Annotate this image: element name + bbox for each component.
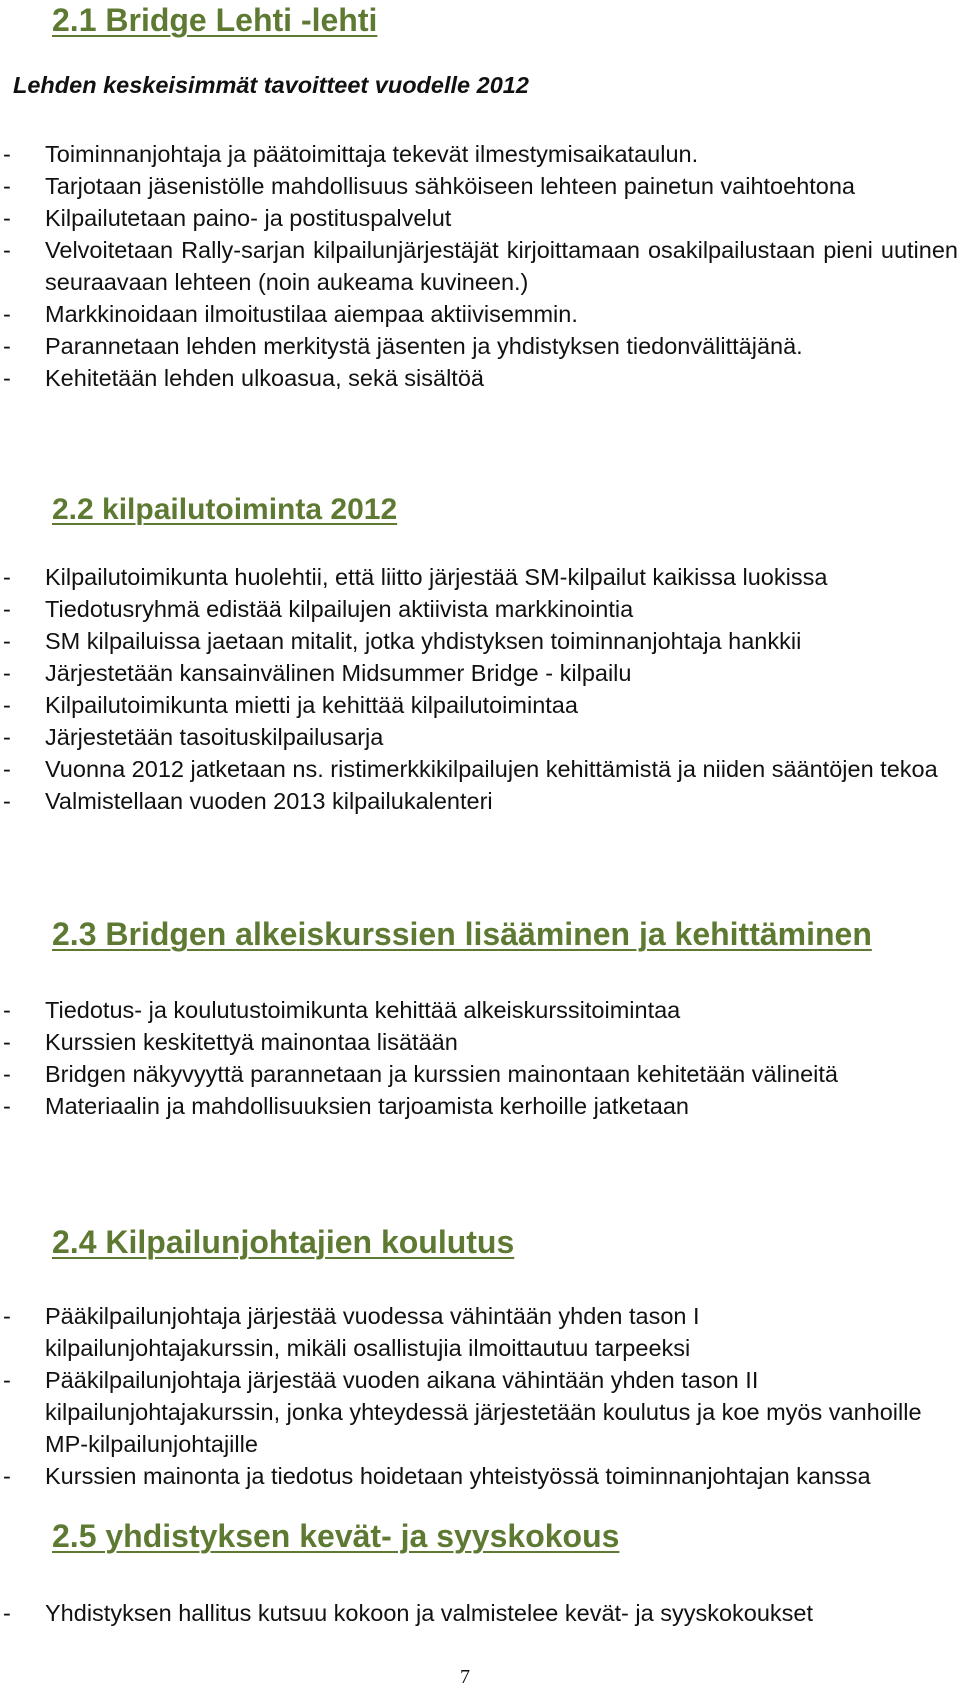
bullet-list-2-2 (0, 561, 958, 817)
bullet-list-2-4 (0, 1300, 930, 1492)
bullet-list-2-3 (0, 994, 958, 1122)
section-heading-2-1: 2.1 Bridge Lehti -lehti (52, 2, 378, 38)
list-item: - Valmistellaan vuoden 2013 kilpailukalenteri (0, 785, 958, 817)
list-item: - Kilpailutoimikunta huolehtii, että liitto järjestää SM-kilpailut kaikissa luokissa (0, 561, 958, 593)
list-item: - Kilpailutoimikunta mietti ja kehittää kilpailutoimintaa (0, 689, 958, 721)
list-item: - Velvoitetaan Rally-sarjan kilpailunjärjestäjät kirjoittamaan osakilpailustaan pieni uutinen seuraavaan lehteen (noin aukeama kuvineen.) (0, 234, 958, 298)
section-heading-2-4: 2.4 Kilpailunjohtajien koulutus (52, 1224, 515, 1260)
list-item: - Kurssien mainonta ja tiedotus hoidetaan yhteistyössä toiminnanjohtajan kanssa (0, 1460, 930, 1492)
section-heading-2-5: 2.5 yhdistyksen kevät- ja syyskokous (52, 1518, 620, 1554)
list-item: - Kilpailutetaan paino- ja postituspalvelut (0, 202, 958, 234)
bullet-list-2-1 (0, 138, 958, 394)
section-heading-2-2: 2.2 kilpailutoiminta 2012 (52, 493, 398, 526)
list-item: - Kurssien keskitettyä mainontaa lisätään (0, 1026, 958, 1058)
list-item: - Kehitetään lehden ulkoasua, sekä sisältöä (0, 362, 958, 394)
list-item: - Pääkilpailunjohtaja järjestää vuodessa vähintään yhden tason I kilpailunjohtajakurssin, mikäli osallistujia ilmoittautuu tarpeeksi (0, 1300, 930, 1364)
section-heading-2-3: 2.3 Bridgen alkeiskurssien lisääminen ja kehittäminen (52, 916, 872, 952)
list-item: - SM kilpailuissa jaetaan mitalit, jotka yhdistyksen toiminnanjohtaja hankkii (0, 625, 958, 657)
list-item: - Järjestetään tasoituskilpailusarja (0, 721, 958, 753)
list-item: - Materiaalin ja mahdollisuuksien tarjoamista kerhoille jatketaan (0, 1090, 958, 1122)
list-item: - Bridgen näkyvyyttä parannetaan ja kurssien mainontaan kehitetään välineitä (0, 1058, 958, 1090)
list-item: - Vuonna 2012 jatketaan ns. ristimerkkikilpailujen kehittämistä ja niiden sääntöjen tekoa (0, 753, 958, 785)
list-item: - Pääkilpailunjohtaja järjestää vuoden aikana vähintään yhden tason II kilpailunjohtajakurssin, jonka yhteydessä järjestetään koulutus ja koe myös vanhoille MP-kilpailunjohtajille (0, 1364, 930, 1460)
bullet-list-2-5 (0, 1597, 958, 1629)
page-number: 7 (460, 1666, 470, 1688)
section-subheading: Lehden keskeisimmät tavoitteet vuodelle 2012 (13, 72, 529, 98)
list-item: - Parannetaan lehden merkitystä jäsenten ja yhdistyksen tiedonvälittäjänä. (0, 330, 958, 362)
list-item: - Järjestetään kansainvälinen Midsummer Bridge - kilpailu (0, 657, 958, 689)
list-item: - Tarjotaan jäsenistölle mahdollisuus sähköiseen lehteen painetun vaihtoehtona (0, 170, 958, 202)
list-item: - Markkinoidaan ilmoitustilaa aiempaa aktiivisemmin. (0, 298, 958, 330)
list-item: - Yhdistyksen hallitus kutsuu kokoon ja valmistelee kevät- ja syyskokoukset (0, 1597, 958, 1629)
list-item: - Tiedotusryhmä edistää kilpailujen aktiivista markkinointia (0, 593, 958, 625)
list-item: - Tiedotus- ja koulutustoimikunta kehittää alkeiskurssitoimintaa (0, 994, 958, 1026)
list-item: - Toiminnanjohtaja ja päätoimittaja tekevät ilmestymisaikataulun. (0, 138, 958, 170)
